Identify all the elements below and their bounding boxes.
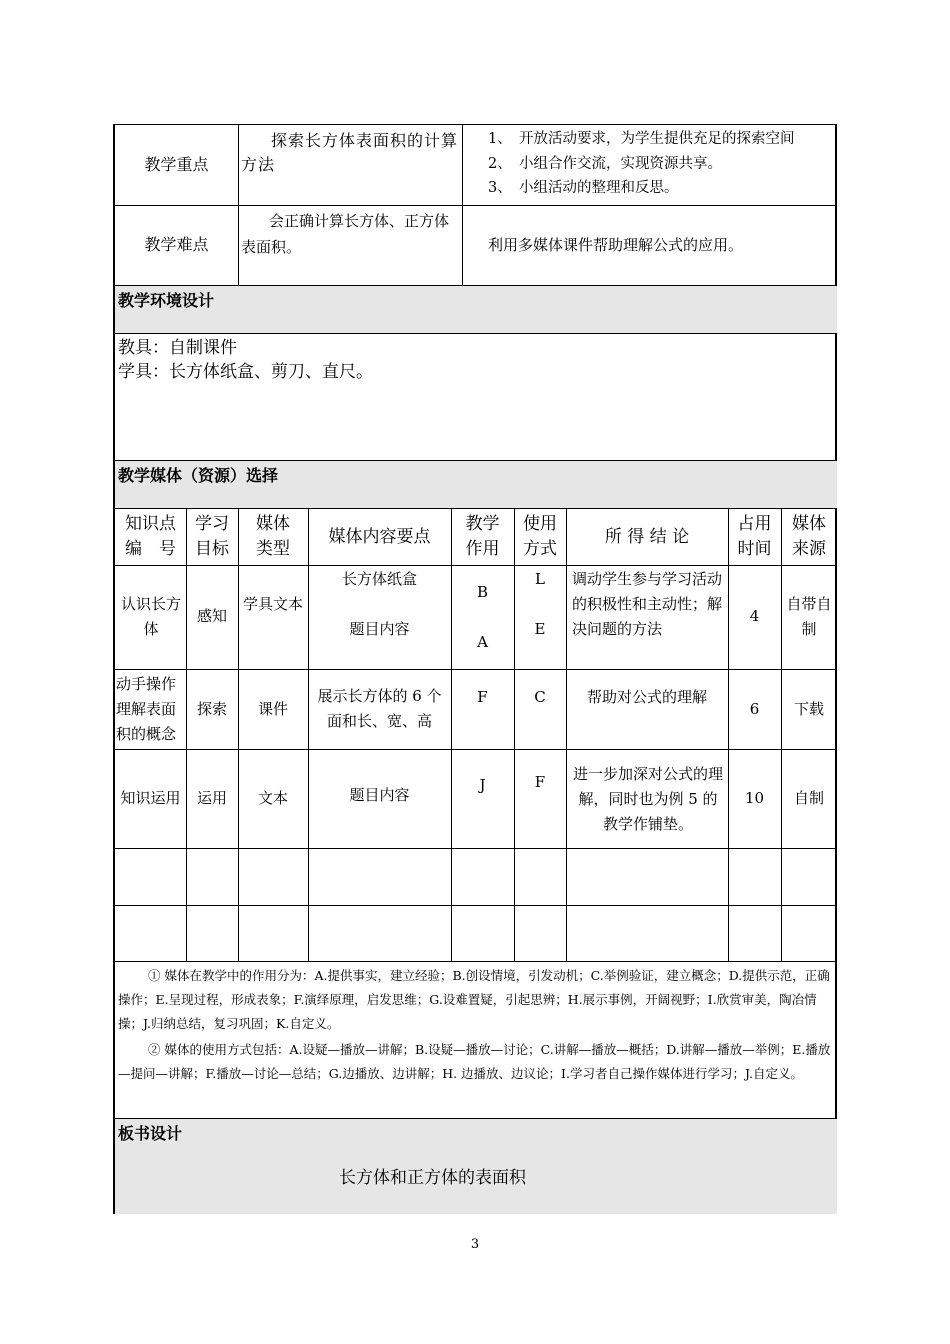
- header-learning-goal: 学习 目标: [195, 514, 229, 559]
- table-row-1-role-1: B: [476, 583, 489, 601]
- media-note-1: ① 媒体在教学中的作用分为：A.提供事实，建立经验；B.创设情境，引发动机；C.举例验证，建立概念；D.提供示范，正确操作；E.呈现过程，形成表象；F.演绎原理，启发思维；G.设难置疑，引起思辨；H.展示事例，开阔视野；I.欣赏审美，陶冶情操；J.归纳总结，复习巩固；K.自定义。: [118, 968, 830, 1031]
- board-text: 长方体和正方体的表面积: [339, 1168, 526, 1188]
- focus-strategies: [488, 127, 838, 201]
- table-row-3-goal: 运用: [196, 789, 227, 807]
- header-teaching-role: 教学 作用: [465, 514, 500, 559]
- table-row-3-role: J: [479, 776, 486, 794]
- table-row-1-source: 自带自制: [786, 595, 832, 638]
- difficulty-label: 教学难点: [144, 235, 209, 254]
- header-usage-mode: 使用 方式: [523, 514, 557, 559]
- table-row-1-content-2: 题目内容: [349, 620, 410, 638]
- header-source: 媒体 来源: [792, 514, 826, 559]
- focus-label: 教学重点: [144, 155, 209, 174]
- table-row-3-time: 10: [744, 789, 765, 807]
- table-row-2-content: 展示长方体的 6 个面和长、宽、高: [317, 687, 442, 730]
- header-time: 占用 时间: [737, 514, 772, 559]
- table-row-1-result: 调动学生参与学习活动的积极性和主动性；解决问题的方法: [572, 570, 723, 638]
- table-row-1-point: 认识长方体: [120, 595, 181, 638]
- table-row-2-source: 下载: [793, 700, 824, 718]
- header-conclusion: 所 得 结 论: [604, 527, 690, 547]
- table-row-1-usage-2: E: [534, 620, 546, 638]
- table-row-2-goal: 探索: [196, 700, 227, 718]
- environment-line-1: 教具：自制课件: [118, 338, 237, 358]
- table-row-1-goal: 感知: [196, 607, 227, 625]
- table-row-3-source: 自制: [793, 789, 824, 807]
- table-row-1-usage-1: L: [535, 570, 545, 588]
- table-row-3-result: 进一步加深对公式的理解，同时也为例 5 的教学作铺垫。: [572, 765, 723, 833]
- focus-strategy-1: 1、 开放活动要求，为学生提供充足的探索空间: [488, 131, 795, 147]
- table-row-3-usage: F: [534, 773, 546, 791]
- header-media-content: 媒体内容要点: [328, 527, 431, 547]
- header-knowledge-point: 知识点 编 号: [125, 514, 176, 559]
- page-number: 3: [470, 1237, 480, 1252]
- focus-content: 探索长方体表面积的计算方法: [241, 131, 459, 174]
- header-media-type: 媒体 类型: [256, 514, 290, 559]
- table-row-1-type: 学具文本: [242, 595, 303, 613]
- table-row-2-usage: C: [534, 688, 546, 706]
- focus-strategy-3: 3、 小组活动的整理和反思。: [488, 180, 679, 196]
- environment-title: 教学环境设计: [118, 291, 215, 310]
- table-row-2-result: 帮助对公式的理解: [586, 688, 707, 706]
- table-row-2-point: 动手操作理解表面积的概念: [116, 675, 177, 743]
- table-row-2-type: 课件: [257, 700, 288, 718]
- table-row-1-content-1: 长方体纸盒: [341, 570, 417, 588]
- board-title: 板书设计: [118, 1124, 183, 1143]
- table-row-3-point: 知识运用: [120, 789, 181, 807]
- focus-strategy-2: 2、 小组合作交流，实现资源共享。: [488, 155, 722, 172]
- table-row-2-time: 6: [749, 700, 760, 718]
- table-row-1-time: 4: [749, 607, 760, 625]
- table-row-3-type: 文本: [257, 789, 288, 807]
- environment-content: [118, 336, 373, 384]
- environment-header-bg: [115, 285, 837, 333]
- table-row-1-role-2: A: [477, 633, 488, 651]
- environment-line-2: 学具：长方体纸盒、剪刀、直尺。: [118, 362, 373, 382]
- media-title: 教学媒体（资源）选择: [118, 466, 279, 485]
- table-row-3-content: 题目内容: [349, 786, 410, 804]
- difficulty-content: 会正确计算长方体、正方体表面积。: [241, 212, 450, 256]
- lesson-plan-table: [113, 124, 837, 1214]
- table-row-2-role: F: [477, 688, 488, 706]
- difficulty-strategy: 利用多媒体课件帮助理解公式的应用。: [488, 236, 744, 254]
- media-note-2: ② 媒体的使用方式包括：A.设疑—播放—讲解；B.设疑—播放—讨论；C.讲解—播放—概括；D.讲解—播放—举例；E.播放—提问—讲解；F.播放—讨论—总结；G.边播放、边讲解；H. 边播放、边议论；I.学习者自己操作媒体进行学习；J.自定义。: [118, 1042, 831, 1081]
